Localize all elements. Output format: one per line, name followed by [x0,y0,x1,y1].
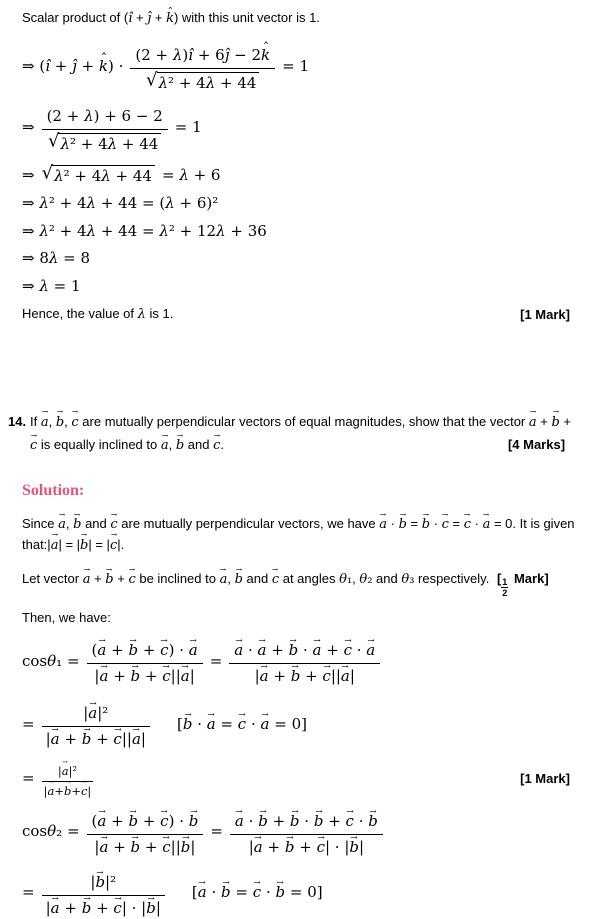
fraction-denominator: |a → + b → + c →| · |b →| [42,896,165,919]
solution-paragraph-2 [22,569,570,598]
side-condition: [b → · a → = c → · a → = 0] [177,715,307,735]
vector-arrow: a → [88,704,97,724]
vector-arrow: c → [322,667,330,687]
mark-badge: [1 Mark] [520,306,570,322]
vector-arrow: a → [234,641,243,661]
vector-arrow: b → [80,536,88,556]
vector-arrow: a → [97,641,106,661]
vector-arrow: a → [366,641,375,661]
square-root [146,69,259,94]
vector-arrow: a → [483,515,491,535]
vector-arrow: b → [181,838,191,858]
vector-arrow: c → [346,812,354,832]
vector-arrow: b → [289,641,299,661]
hat-accent: k ˆ [99,57,108,77]
vector-arrow: b → [368,812,378,832]
radicand: λ² + 4λ + 44 [52,165,155,187]
vector-arrow: b → [258,812,268,832]
fraction-denominator [42,130,168,155]
vector-arrow: b → [128,812,138,832]
vector-arrow: b → [95,873,105,893]
vector-arrow: c → [160,641,168,661]
fraction-denominator: |a → + b → + c →||b →| [87,835,204,858]
vector-arrow: a → [313,641,322,661]
paragraph-2-text: Let vector a → + b → + c → be inclined to a →, b → and c → at angles θ₁, θ₂ and θ₃ respectively. [22,571,489,586]
vector-arrow: b → [314,812,324,832]
radical-sign: √ [47,130,60,152]
vector-arrow: a → [51,730,60,750]
vector-arrow: c → [213,435,220,458]
fraction-numerator: a → · a → + b → · a → + c → · a → [229,636,380,665]
vector-arrow: a → [379,515,387,535]
fraction-numerator: (a → + b → + c →) · a → [87,636,203,665]
question-number: 14. [8,413,27,429]
vector-arrow: a → [97,812,106,832]
radical-sign: √ [146,69,158,91]
vector-arrow: c → [253,883,261,903]
equation-step-5: ⇒ λ² + 4λ + 44 = λ² + 12λ + 36 [22,221,267,240]
square-root [41,161,155,187]
fraction [230,807,383,858]
fraction [42,102,168,155]
vector-arrow: a → [181,667,190,687]
radicand: λ² + 4λ + 44 [157,72,260,94]
radical-sign: √ [41,161,54,183]
fraction [229,636,380,687]
vector-arrow: c → [110,536,117,556]
vector-arrow: b → [82,899,92,919]
equation-lead: = [22,714,35,733]
fraction [42,699,150,750]
vector-arrow: a → [254,838,263,858]
vector-arrow: b → [422,515,430,535]
vector-arrow: c → [71,412,78,435]
equation-lead: = [22,769,35,788]
fraction-numerator: |a →|² [42,760,94,782]
mark-badge: [1 Mark] [520,770,570,786]
fraction [130,41,275,94]
equation-lead: ⇒ [22,165,35,184]
vector-arrow: b → [235,570,243,590]
fraction-denominator: |a →+b →+c →| [42,782,94,799]
intro-text: Scalar product of (î + ĵ + k ˆ) with this unit vector is 1. [22,8,570,29]
fraction-denominator [130,69,275,94]
solution-heading: Solution: [22,482,85,499]
vector-arrow: a → [62,764,69,779]
vector-arrow: c → [110,515,117,535]
vector-arrow: c → [272,570,279,590]
vector-arrow: a → [47,784,54,799]
fraction-denominator: |a → + b → + c →||a →| [87,664,203,687]
fraction-numerator: |a →|² [42,699,150,728]
equals-sign: = [209,651,223,670]
equation-lead: cosθ₂ = [22,822,80,841]
vector-arrow: a → [258,641,267,661]
vector-arrow: a → [260,667,269,687]
solution-14-section [22,482,575,919]
vector-arrow: a → [341,667,350,687]
vector-arrow: b → [349,838,359,858]
marks-badge: [4 Marks] [507,437,566,453]
vector-arrow: a → [99,667,108,687]
question-text-line1: If a →, b →, c → are mutually perpendicular vectors of equal magnitudes, show that the vector a → + b → + [30,411,571,435]
fraction-numerator: (a → + b → + c →) · b → [87,807,204,836]
hat-accent: k ˆ [261,46,270,66]
fraction [87,807,204,858]
fraction [87,636,203,687]
vector-arrow: b → [176,435,184,458]
fraction-denominator: |a → + b → + c →| · |b →| [230,835,383,858]
vector-arrow: a → [189,641,198,661]
question-14 [8,411,570,459]
theta1-result-row [22,760,570,799]
vector-arrow: a → [83,570,91,590]
hat-accent: k ˆ [166,9,174,29]
vector-arrow: b → [183,715,193,735]
half-fraction-denominator: 2 [502,588,508,599]
equation-tail: = λ + 6 [161,165,221,184]
vector-arrow: a → [261,715,270,735]
vector-arrow: b → [131,667,141,687]
question-body [30,411,571,459]
half-mark-close: Mark] [513,571,549,586]
vector-arrow: a → [161,435,169,458]
vector-arrow: c → [113,899,121,919]
equation-lead: ⇒ [22,118,35,137]
paragraph-1-line2: that:|a →| = |b →| = |c →|. [22,535,570,556]
vector-arrow: b → [291,667,301,687]
vector-arrow: c → [162,667,170,687]
vector-arrow: a → [51,899,60,919]
equation-step-1 [22,41,570,94]
equation-tail: = 1 [282,57,310,76]
square-root [47,130,161,155]
half-mark-open: [ [496,571,502,586]
vector-arrow: c → [113,730,121,750]
fraction [42,868,165,919]
fraction-numerator: |b →|² [42,868,165,897]
side-condition: [a → · b → = c → · b → = 0] [192,883,323,903]
vector-arrow: a → [41,412,49,435]
vector-arrow: c → [160,812,168,832]
vector-arrow: b → [64,784,71,799]
solution-paragraph-1 [22,514,575,555]
fraction-denominator: |a → + b → + c →||a →| [42,727,150,750]
vector-arrow: b → [399,515,407,535]
theta2-simplified-equation [22,868,570,919]
vector-arrow: a → [529,412,537,435]
vector-arrow: c → [238,715,246,735]
fraction [42,760,94,799]
cos-theta2-equation [22,807,570,858]
question-text-line2: c → is equally inclined to a →, b → and c →. [30,434,224,458]
equation-lead: ⇒ (î + ĵ + k ˆ) · [22,57,123,77]
vector-arrow: b → [285,838,295,858]
vector-arrow: a → [235,812,244,832]
vector-arrow: b → [82,730,92,750]
vector-arrow: c → [442,515,449,535]
vector-arrow: b → [146,899,156,919]
solution-13-section [22,8,570,325]
fraction-denominator: |a → + b → + c →||a →| [229,664,380,687]
vector-arrow: c → [464,515,471,535]
half-fraction [501,577,508,598]
vector-arrow: b → [275,883,285,903]
vector-arrow: c → [30,435,37,458]
cos-theta1-equation [22,636,570,687]
question-text-line2-row [30,434,571,458]
equation-step-7: ⇒ λ = 1 [22,276,81,295]
equation-step-6: ⇒ 8λ = 8 [22,249,91,267]
vector-arrow: c → [128,570,135,590]
vector-arrow: c → [344,641,352,661]
vector-arrow: b → [551,412,559,435]
vector-arrow: a → [220,570,228,590]
half-mark-badge [496,571,549,599]
equation-lead: cosθ₁ = [22,651,80,670]
vector-arrow: b → [73,515,81,535]
equation-step-4: ⇒ λ² + 4λ + 44 = (λ + 6)² [22,194,219,212]
vector-arrow: b → [221,883,231,903]
vector-arrow: b → [189,812,199,832]
vector-arrow: a → [51,536,59,556]
vector-arrow: a → [198,883,207,903]
vector-arrow: c → [317,838,325,858]
vector-arrow: a → [99,838,108,858]
vector-arrow: b → [131,838,141,858]
fraction-numerator: a → · b → + b → · b → + c → · b → [230,807,383,836]
half-fraction-numerator: 1 [502,577,508,588]
vector-arrow: b → [56,412,64,435]
radicand: λ² + 4λ + 44 [58,133,161,155]
vector-arrow: b → [128,641,138,661]
vector-arrow: b → [290,812,300,832]
equation-lead: = [22,883,35,902]
theta1-simplified-equation [22,699,570,750]
equation-step-3 [22,161,570,187]
vector-arrow: c → [81,784,87,799]
fraction-numerator: (2 + λ)î + 6ĵ − 2k ˆ [130,41,275,70]
solution-paragraph-3: Then, we have: [22,610,111,626]
vector-arrow: b → [105,570,113,590]
vector-arrow: a → [58,515,66,535]
vector-arrow: c → [162,838,170,858]
conclusion-row [22,304,570,325]
fraction-numerator: (2 + λ) + 6 − 2 [42,102,168,131]
equation-tail: = 1 [174,118,202,137]
equation-step-2 [22,102,570,155]
equals-sign: = [210,822,223,841]
paragraph-1-line1: Since a →, b → and c → are mutually perpendicular vectors, we have a → · b → = b → · c → = c → · a → = 0. It is given [22,514,570,535]
conclusion-text: Hence, the value of λ is 1. [22,306,174,322]
vector-arrow: a → [132,730,141,750]
vector-arrow: a → [207,715,216,735]
